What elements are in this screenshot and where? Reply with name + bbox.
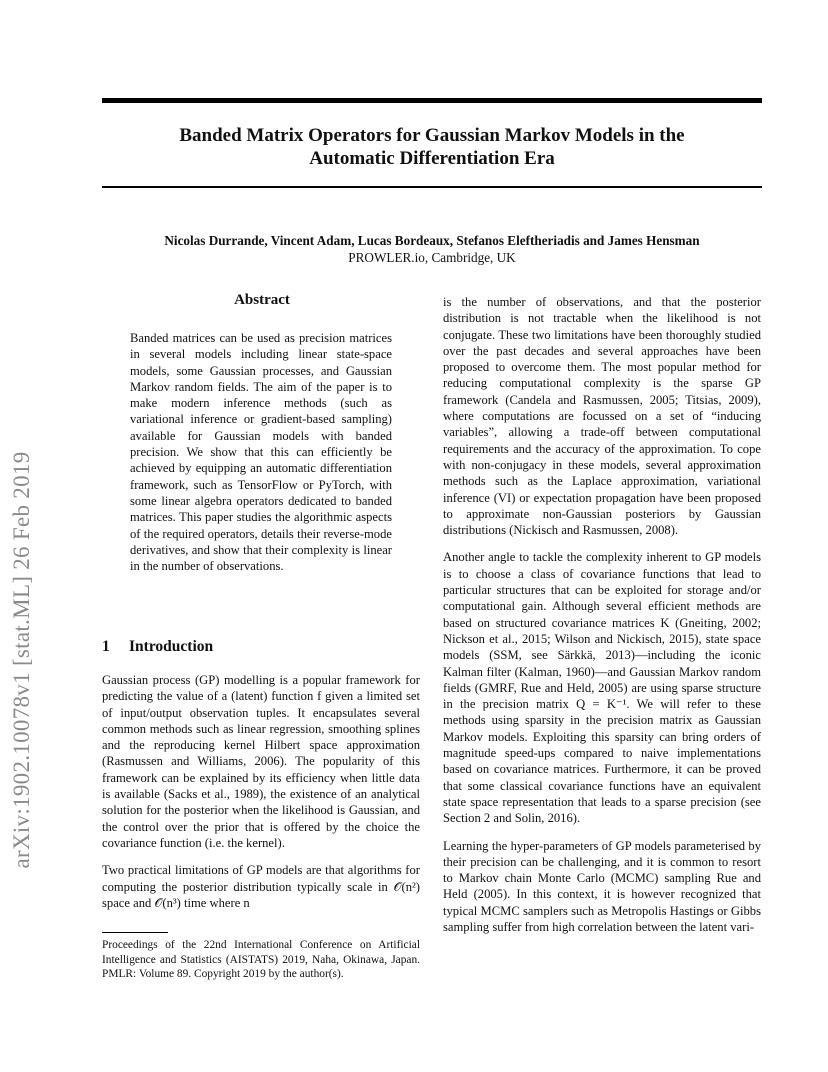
section-heading xyxy=(102,638,213,656)
affiliation: PROWLER.io, Cambridge, UK xyxy=(348,250,516,265)
right-column xyxy=(443,294,761,946)
paragraph: Gaussian process (GP) modelling is a popular framework for predicting the value of a (latent) function f given a limited set of input/output observation tuples. It encapsulates several common methods such as linear regression, smoothing splines and the reproducing kernel Hilbert space approximation (Rasmussen and Williams, 2006). The popularity of this framework can be explained by its efficiency when little data is available (Sacks et al., 1989), the existence of an analytical solution for the posterior when the likelihood is Gaussian, and the control over the prior that is offered by the choice the covariance function (i.e. the kernel). xyxy=(102,673,420,850)
paragraph: Another angle to tackle the complexity inherent to GP models is to choose a class of covariance functions that lead to particular structures that can be exploited for storage and/or computational gain. Although several efficient methods are based on structured covariance matrices K (Gneiting, 2002; Nickson et al., 2015; Wilson and Nickisch, 2015), state space models (SSM, see Särkkä, 2013)—including the iconic Kalman filter (Kalman, 1960)—and Gaussian Markov random fields (GMRF, Rue and Held, 2005) are using sparse structure in the precision matrix Q = K⁻¹. We will refer to these methods using sparsity in the precision matrix as Gaussian Markov models. Exploiting this sparsity can bring orders of magnitude speed-ups compared to naive implementations based on covariance matrices. Furthermore, it can be proved that some classical covariance functions have an equivalent state space representation that leads to a sparse precision (see Section 2 and Solin, 2016). xyxy=(443,550,761,826)
footnote: Proceedings of the 22nd International Conference on Artificial Intelligence and Statistics (AISTATS) 2019, Naha, Okinawa, Japan. PMLR: Volume 89. Copyright 2019 by the author(s). xyxy=(102,939,420,980)
title-bottom-rule xyxy=(102,186,762,188)
paper-title xyxy=(102,124,762,170)
abstract-body: Banded matrices can be used as precision matrices in several models including linear state-space models, some Gaussian processes, and Gaussian Markov random fields. The aim of the paper is to make modern inference methods (such as variational inference or gradient-based sampling) available for Gaussian models with banded precision. We show that this can efficiently be achieved by equipping an automatic differentiation framework, such as TensorFlow or PyTorch, with some linear algebra operators dedicated to banded matrices. This paper studies the algorithmic aspects of the required operators, details their reverse-mode derivatives, and show that their complexity is linear in the number of observations. xyxy=(130,331,392,574)
abstract-heading: Abstract xyxy=(234,292,290,308)
title-line-2: Automatic Differentiation Era xyxy=(309,148,555,169)
footnote-rule xyxy=(102,932,168,933)
section-number: 1 xyxy=(102,638,110,655)
paragraph: is the number of observations, and that the posterior distribution is not tractable when the likelihood is not conjugate. These two limitations have been thoroughly studied over the past decades and several approaches have been proposed to overcome them. The most popular method for reducing computational complexity is the sparse GP framework (Candela and Rasmussen, 2005; Titsias, 2009), where computations are focussed on a set of “inducing variables”, allowing a trade-off between computational requirements and the accuracy of the approximation. To cope with non-conjugacy in these models, several approximation methods such as the Laplace approximation, variational inference (VI) or expectation propagation have been proposed to approximate non-Gaussian posteriors by Gaussian distributions (Nickisch and Rasmussen, 2008). xyxy=(443,295,761,538)
title-top-rule xyxy=(102,98,762,103)
section-title: Introduction xyxy=(129,638,214,655)
title-line-1: Banded Matrix Operators for Gaussian Markov Models in the xyxy=(179,125,685,146)
paragraph: Two practical limitations of GP models are that algorithms for computing the posterior distribution typically scale in 𝒪(n²) space and 𝒪(n³) time where n xyxy=(102,863,420,910)
left-column xyxy=(102,672,420,922)
paragraph: Learning the hyper-parameters of GP models parameterised by their precision can be challenging, and it is common to resort to Markov chain Monte Carlo (MCMC) sampling Rue and Held (2005). In this context, it is however recognized that typical MCMC samplers such as Metropolis Hastings or Gibbs sampling suffer from high correlation between the latent vari- xyxy=(443,838,761,934)
author-list: Nicolas Durrande, Vincent Adam, Lucas Bordeaux, Stefanos Eleftheriadis and James Hensman xyxy=(164,233,700,248)
arxiv-stamp-text: arXiv:1902.10078v1 [stat.ML] 26 Feb 2019 xyxy=(9,451,34,869)
